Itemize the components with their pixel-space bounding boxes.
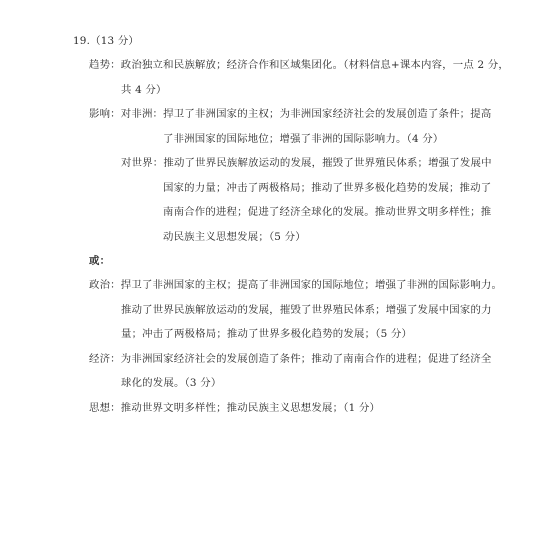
politics-line-2: 推动了世界民族解放运动的发展，摧毁了世界殖民体系；增强了发展中国家的力 [121,304,492,316]
economy-line-1: 经济：为非洲国家经济社会的发展创造了条件；推动了南南合作的进程；促进了经济全 [89,353,492,365]
economy-line-2: 球化的发展。（3 分） [121,377,222,389]
question-header: 19.（13 分） [73,35,140,47]
impact-world-line-3: 南南合作的进程；促进了经济全球化的发展。推动世界文明多样性；推 [163,206,492,218]
impact-world-line-2: 国家的力量；冲击了两极格局；推动了世界多极化趋势的发展；推动了 [163,182,492,194]
impact-world-line-4: 动民族主义思想发展；（5 分） [163,231,306,243]
thought-line-1: 思想：推动世界文明多样性；推动民族主义思想发展；（1 分） [89,402,381,414]
impact-africa-line-2: 了非洲国家的国际地位；增强了非洲的国际影响力。（4 分） [163,133,444,145]
or-label: 或： [89,255,111,267]
politics-line-1: 政治：捍卫了非洲国家的主权；提高了非洲国家的国际地位；增强了非洲的国际影响力。 [89,279,503,291]
trend-line-1: 趋势：政治独立和民族解放；经济合作和区域集团化。（材料信息+课本内容，一点 2 分， [89,59,509,71]
impact-africa-line-1: 影响：对非洲：捍卫了非洲国家的主权；为非洲国家经济社会的发展创造了条件；提高 [89,108,492,120]
politics-line-3: 量；冲击了两极格局；推动了世界多极化趋势的发展；（5 分） [121,328,413,340]
trend-line-2: 共 4 分） [121,84,167,96]
impact-world-line-1: 对世界：推动了世界民族解放运动的发展，摧毁了世界殖民体系；增强了发展中 [121,157,492,169]
